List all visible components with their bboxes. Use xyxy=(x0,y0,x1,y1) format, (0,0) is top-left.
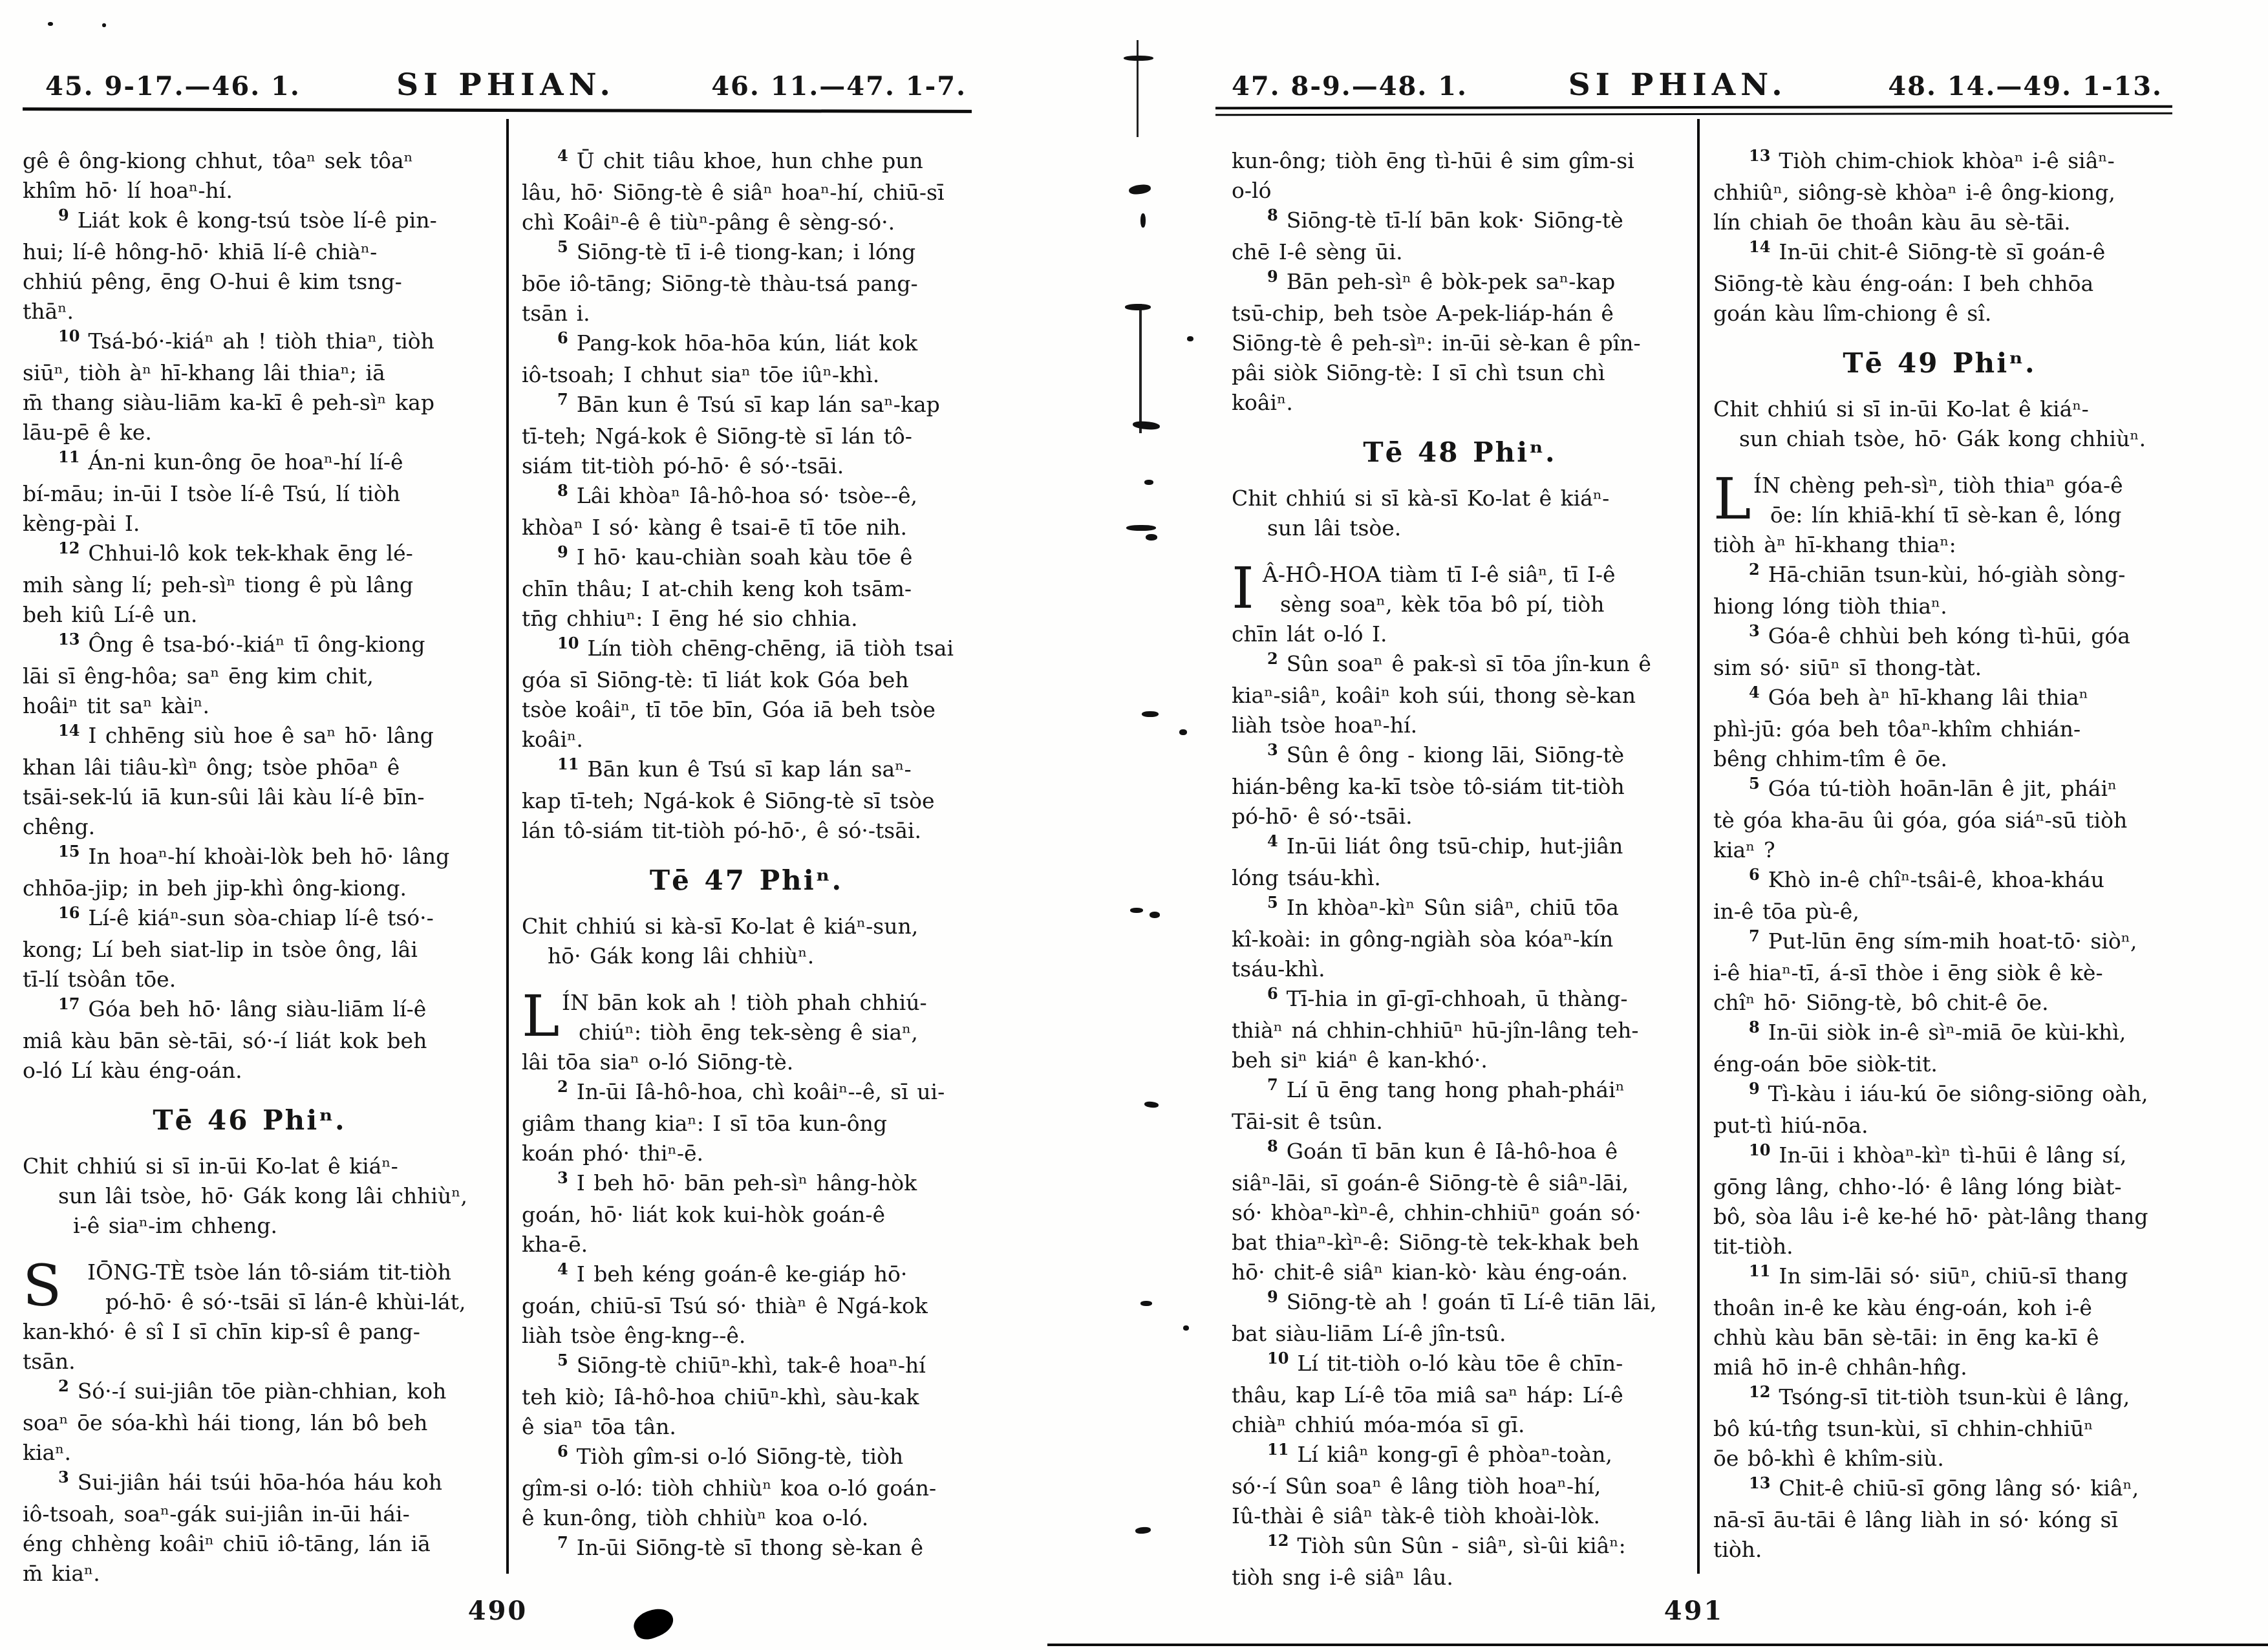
text-line: siūⁿ, tiòh àⁿ hī-khang lâi thiaⁿ; iā xyxy=(23,360,385,385)
text-line: thâu, kap Lí-ê tōa miâ saⁿ háp: Lí-ê xyxy=(1232,1382,1623,1408)
text-line: 13 Ông ê tsa-bó·-kiáⁿ tī ông-kiong xyxy=(23,630,476,661)
text-line: 9 I hō· kau-chiàn soah kàu tōe ê xyxy=(522,542,971,574)
margin-speck xyxy=(1183,1325,1189,1331)
binding-mark xyxy=(1133,420,1161,431)
verse-number: 6 xyxy=(1749,865,1760,884)
text-line: Iû-thài ê siâⁿ tàk-ê tiòh khoài-lòk. xyxy=(1232,1503,1600,1528)
text-line: khîm hō· lí hoaⁿ-hí. xyxy=(23,178,233,203)
verse-number: 10 xyxy=(58,327,80,345)
text-column-3 xyxy=(1232,146,1688,1592)
text-line: bô kú-tn̂g tsun-kùi, sī chhin-chhiūⁿ xyxy=(1713,1416,2093,1441)
drop-cap: I xyxy=(1232,555,1254,621)
page-number-right: 491 xyxy=(1664,1596,1724,1626)
text-line: bat siàu-liām Lí-ê jîn-tsû. xyxy=(1232,1321,1506,1346)
psalm-heading: Tē 48 Phiⁿ. xyxy=(1363,436,1557,468)
text-line: kiaⁿ. xyxy=(23,1440,71,1465)
text-line: tsān i. xyxy=(522,301,590,326)
text-line: kun-ông; tiòh ēng tì-hūi ê sim gîm-si xyxy=(1232,148,1634,173)
verse-number: 12 xyxy=(1749,1382,1771,1401)
binding-mark xyxy=(1128,184,1151,196)
header-verse-range-right: 48. 14.—49. 1-13. xyxy=(1888,71,2163,102)
drop-cap: L xyxy=(1713,466,1751,532)
verse-number: 9 xyxy=(1267,267,1278,286)
text-line: o-ló xyxy=(1232,178,1272,203)
text-line: tè góa kha-āu ûi góa, góa siáⁿ-sū tiòh xyxy=(1713,808,2128,833)
text-line: 10 Lí tit-tiòh o-ló kàu tōe ê chīn- xyxy=(1232,1349,1688,1380)
text-line: m̄ thang siàu-liām ka-kī ê peh-sìⁿ kap xyxy=(23,390,434,415)
text-line: Chit chhiú si sī kà-sī Ko-lat ê kiáⁿ- xyxy=(1232,486,1610,511)
text-line: kong; Lí beh siat-lip in tsòe ông, lâi xyxy=(23,937,418,962)
text-line: miâ kàu bān sè-tāi, só·-í liát kok beh xyxy=(23,1028,427,1053)
text-line: 15 In hoaⁿ-hí khoài-lòk beh hō· lâng xyxy=(23,842,476,873)
text-line: 11 Lí kiâⁿ kong-gī ê phòaⁿ-toàn, xyxy=(1232,1440,1688,1472)
text-line: koâiⁿ. xyxy=(522,727,583,752)
text-line: thoân in-ê ke kàu éng-oán, koh i-ê xyxy=(1713,1295,2092,1320)
text-line: 8 Siōng-tè tī-lí bān kok· Siōng-tè xyxy=(1232,206,1688,237)
text-line: lāu-pē ê ke. xyxy=(23,420,152,445)
text-line: pâi siòk Siōng-tè: I sī chì tsun chì xyxy=(1232,360,1605,385)
binding-mark xyxy=(1150,912,1160,918)
verse-number: 14 xyxy=(1749,237,1771,256)
text-line: liàh tsòe hoaⁿ-hí. xyxy=(1232,712,1418,738)
verse-number: 2 xyxy=(58,1377,69,1395)
text-line: khan lâi tiâu-kìⁿ ông; tsòe phōaⁿ ê xyxy=(23,755,400,780)
right-page xyxy=(1215,0,2172,1650)
text-line: 2 Hā-chiān tsun-kùi, hó-giàh sòng- xyxy=(1713,560,2166,592)
binding-mark xyxy=(1144,480,1153,485)
text-column-2 xyxy=(522,146,971,1565)
drop-cap: S xyxy=(23,1252,62,1319)
text-line: chīn thâu; I at-chih keng koh tsām- xyxy=(522,576,912,601)
verse-number: 4 xyxy=(1267,831,1278,850)
text-line: S IŌNG-TÈ tsòe lán tô-siám tit-tiòh xyxy=(23,1252,451,1319)
text-line: Chit chhiú si sī in-ūi Ko-lat ê kiáⁿ- xyxy=(23,1153,398,1179)
verse-number: 12 xyxy=(58,539,80,557)
binding-mark xyxy=(1140,1301,1152,1306)
text-column-1 xyxy=(23,146,476,1589)
text-line: 3 Góa-ê chhùi beh kóng tì-hūi, góa xyxy=(1713,621,2166,653)
text-line: tn̄g chhiuⁿ: I ēng hé sio chhia. xyxy=(522,606,858,631)
text-line: goán, chiū-sī Tsú só· thiàⁿ ê Ngá-kok xyxy=(522,1293,928,1318)
column-divider xyxy=(1697,119,1700,1574)
text-line: bōe iô-tāng; Siōng-tè thàu-tsá pang- xyxy=(522,271,918,296)
text-line: 11 In sim-lāi só· siūⁿ, chiū-sī thang xyxy=(1713,1261,2166,1293)
text-line: Siōng-tè kàu éng-oán: I beh chhōa xyxy=(1713,271,2094,296)
text-line: hui; lí-ê hông-hō· khiā lí-ê chiàⁿ- xyxy=(23,239,378,264)
text-line: chhiú pêng, ēng O-hui ê kim tsng- xyxy=(23,269,402,294)
verse-number: 8 xyxy=(557,481,568,500)
text-line: chhù kàu bān sè-tāi: in ēng ka-kī ê xyxy=(1713,1325,2099,1350)
verse-number: 7 xyxy=(1267,1075,1278,1094)
text-line: goán, hō· liát kok kui-hòk goán-ê xyxy=(522,1202,886,1227)
text-line: 3 Sûn ê ông - kiong lāi, Siōng-tè xyxy=(1232,740,1688,772)
text-line: L ÍN chèng peh-sìⁿ, tiòh thiaⁿ góa-ê xyxy=(1713,466,2123,532)
text-line: hiong lóng tiòh thiaⁿ. xyxy=(1713,594,1947,619)
text-line: beh kiû Lí-ê un. xyxy=(23,602,198,627)
verse-number: 2 xyxy=(1267,649,1278,668)
margin-speck xyxy=(1187,336,1193,341)
text-line: I Â-HÔ-HOA tiàm tī I-ê siâⁿ, tī I-ê xyxy=(1232,555,1616,621)
text-line: siám tit-tiòh pó-hō· ê só·-tsāi. xyxy=(522,453,844,478)
text-line: Chit chhiú si sī in-ūi Ko-lat ê kiáⁿ- xyxy=(1713,396,2089,422)
text-line: 4 Ū chit tiâu khoe, hun chhe pun xyxy=(522,146,971,178)
verse-number: 10 xyxy=(1749,1141,1771,1159)
verse-number: 4 xyxy=(557,146,568,165)
text-line: 7 Lí ū ēng tang hong phah-pháiⁿ xyxy=(1232,1075,1688,1107)
header-rule xyxy=(23,107,972,113)
text-line: tsòe koâiⁿ, tī tōe bīn, Góa iā beh tsòe xyxy=(522,697,936,722)
verse-number: 12 xyxy=(1267,1531,1289,1550)
text-line: ōe: lín khiā-khí tī sè-kan ê, lóng xyxy=(1770,502,2122,528)
text-column-4 xyxy=(1713,146,2166,1565)
header-verse-range-left: 47. 8-9.—48. 1. xyxy=(1232,71,1468,102)
text-line: tiòh. xyxy=(1713,1537,1762,1562)
text-line: phì-jū: góa beh tôaⁿ-khîm chhián- xyxy=(1713,716,2081,742)
text-line: 8 Goán tī bān kun ê Iâ-hô-hoa ê xyxy=(1232,1137,1688,1168)
text-line: éng-oán bōe siòk-tit. xyxy=(1713,1051,1938,1077)
verse-number: 5 xyxy=(557,1351,568,1369)
column-divider xyxy=(506,119,509,1574)
binding-mark xyxy=(1140,213,1146,228)
text-line: 8 Lâi khòaⁿ Iâ-hô-hoa só· tsòe--ê, xyxy=(522,481,971,513)
text-line: beh siⁿ kiáⁿ ê kan-khó·. xyxy=(1232,1047,1488,1073)
verse-number: 3 xyxy=(1267,740,1278,759)
text-line: lāi sī êng-hôa; saⁿ ēng kim chit, xyxy=(23,663,374,689)
text-line: 9 Tì-kàu i iáu-kú ōe siông-siōng oàh, xyxy=(1713,1079,2166,1111)
text-line: 12 Tiòh sûn Sûn - siâⁿ, sì-ûi kiâⁿ: xyxy=(1232,1531,1688,1563)
verse-number: 7 xyxy=(557,390,568,409)
header-book-title: SI PHIAN. xyxy=(1568,67,1788,103)
binding-mark xyxy=(1146,534,1157,541)
verse-number: 11 xyxy=(1749,1261,1771,1280)
verse-number: 2 xyxy=(557,1077,568,1096)
text-line: tī-lí tsòân tōe. xyxy=(23,967,177,992)
text-line: 13 Tiòh chim-chiok khòaⁿ i-ê siâⁿ- xyxy=(1713,146,2166,178)
text-line: kan-khó· ê sî I sī chīn kip-sî ê pang- xyxy=(23,1319,420,1344)
text-line: 6 Tī-hia in gī-gī-chhoah, ū thàng- xyxy=(1232,984,1688,1016)
header-book-title: SI PHIAN. xyxy=(396,67,615,103)
text-line: 10 In-ūi i khòaⁿ-kìⁿ tì-hūi ê lâng sí, xyxy=(1713,1141,2166,1172)
text-line: chîⁿ hō· Siōng-tè, bô chit-ê ōe. xyxy=(1713,990,2049,1015)
text-line: 6 Tiòh gîm-si o-ló Siōng-tè, tiòh xyxy=(522,1442,971,1473)
text-line: lán tô-siám tit-tiòh pó-hō·, ê só·-tsāi. xyxy=(522,818,921,843)
text-line: hián-bêng ka-kī tsòe tô-siám tit-tiòh xyxy=(1232,774,1625,799)
text-line: teh kiò; Iâ-hô-hoa chiūⁿ-khì, sàu-kak xyxy=(522,1384,919,1409)
text-line: tsáu-khì. xyxy=(1232,956,1325,981)
text-line: 17 Góa beh hō· lâng siàu-liām lí-ê xyxy=(23,994,476,1026)
verse-number: 9 xyxy=(1749,1079,1760,1098)
text-line: lâu, hō· Siōng-tè ê siâⁿ hoaⁿ-hí, chiū-sī xyxy=(522,180,945,205)
binding-mark xyxy=(1144,1101,1159,1108)
verse-number: 9 xyxy=(557,542,568,561)
psalm-heading: Tē 46 Phiⁿ. xyxy=(153,1104,347,1136)
text-line: kèng-pài I. xyxy=(23,511,140,536)
verse-number: 17 xyxy=(58,994,80,1013)
verse-number: 7 xyxy=(557,1533,568,1552)
text-line: só· khòaⁿ-kìⁿ-ê, chhin-chhiūⁿ goán só· xyxy=(1232,1200,1642,1225)
text-line: 11 Bān kun ê Tsú sī kap lán saⁿ- xyxy=(522,755,971,786)
binding-mark xyxy=(1126,525,1156,531)
text-line: 2 Sûn soaⁿ ê pak-sì sī tōa jîn-kun ê xyxy=(1232,649,1688,681)
text-line: 13 Chit-ê chiū-sī gōng lâng só· kiâⁿ, xyxy=(1713,1473,2166,1505)
verse-number: 3 xyxy=(58,1468,69,1486)
header-rule-bottom xyxy=(1215,112,2172,116)
text-line: miâ hō in-ê chhân-hn̂g. xyxy=(1713,1355,1967,1380)
text-line: Chit chhiú si kà-sī Ko-lat ê kiáⁿ-sun, xyxy=(522,914,919,939)
text-line: gê ê ông-kiong chhut, tôaⁿ sek tôaⁿ xyxy=(23,148,413,173)
text-line: siâⁿ-lāi, sī goán-ê Siōng-tè ê siâⁿ-lāi, xyxy=(1232,1170,1629,1195)
text-line: i-ê hiaⁿ-tī, á-sī thòe i ēng siòk ê kè- xyxy=(1713,960,2103,985)
text-line: kha-ē. xyxy=(522,1232,588,1257)
text-line: lóng tsáu-khì. xyxy=(1232,865,1381,890)
text-line: giâm thang kiaⁿ: I sī tōa kun-ông xyxy=(522,1111,887,1136)
binding-crease xyxy=(1139,304,1142,433)
text-line: 2 Só·-í sui-jiân tōe piàn-chhian, koh xyxy=(23,1377,476,1408)
text-line: gîm-si o-ló: tiòh chhiùⁿ koa o-ló goán- xyxy=(522,1475,937,1501)
text-line: 9 Bān peh-sìⁿ ê bòk-pek saⁿ-kap xyxy=(1232,267,1688,299)
text-line: chhiûⁿ, siông-sè khòaⁿ i-ê ông-kiong, xyxy=(1713,180,2115,205)
verse-number: 11 xyxy=(1267,1440,1289,1459)
verse-number: 9 xyxy=(58,206,69,224)
text-line: hō· chit-ê siâⁿ kian-kò· kàu éng-oán. xyxy=(1232,1259,1628,1285)
text-line: Tāi-sit ê tsûn. xyxy=(1232,1109,1383,1134)
text-line: ōe bô-khì ê khîm-siù. xyxy=(1713,1446,1944,1471)
text-line: put-tì hiú-nōa. xyxy=(1713,1113,1868,1138)
text-line: 7 Bān kun ê Tsú sī kap lán saⁿ-kap xyxy=(522,390,971,422)
text-line: koâiⁿ. xyxy=(1232,390,1293,415)
text-line: 6 Khò in-ê chîⁿ-tsâi-ê, khoa-kháu xyxy=(1713,865,2166,897)
binding-crease xyxy=(1137,40,1139,137)
edge-speck xyxy=(102,23,106,27)
text-line: hō· Gák kong lâi chhiùⁿ. xyxy=(548,943,815,969)
verse-number: 6 xyxy=(557,328,568,347)
text-line: 10 Tsá-bó·-kiáⁿ ah ! tiòh thiaⁿ, tiòh xyxy=(23,327,476,358)
header-rule-top xyxy=(1215,105,2172,110)
text-line: góa sī Siōng-tè: tī liát kok Góa beh xyxy=(522,667,909,692)
text-line: 3 Sui-jiân hái tsúi hōa-hóa háu koh xyxy=(23,1468,476,1499)
binding-mark xyxy=(1130,908,1143,913)
header-verse-range-left: 45. 9-17.—46. 1. xyxy=(45,71,301,102)
verse-number: 3 xyxy=(1749,621,1760,640)
text-line: sun lâi tsòe, hō· Gák kong lâi chhiùⁿ, xyxy=(58,1183,467,1208)
text-line: sim só· siūⁿ sī thong-tàt. xyxy=(1713,655,1982,680)
text-line: Siōng-tè ê peh-sìⁿ: in-ūi sè-kan ê pîn- xyxy=(1232,330,1641,356)
verse-number: 5 xyxy=(557,237,568,256)
text-line: koán phó· thiⁿ-ē. xyxy=(522,1141,704,1166)
text-line: 5 Góa tú-tiòh hoān-lān ê jit, pháiⁿ xyxy=(1713,774,2166,806)
text-line: iô-tsoah, soaⁿ-gák sui-jiân in-ūi hái- xyxy=(23,1501,410,1527)
text-line: liàh tsòe êng-kng--ê. xyxy=(522,1323,746,1348)
right-page-header xyxy=(1232,67,2163,103)
text-line: bí-māu; in-ūi I tsòe lí-ê Tsú, lí tiòh xyxy=(23,481,401,506)
verse-number: 3 xyxy=(557,1168,568,1187)
verse-number: 5 xyxy=(1749,774,1760,793)
text-line: 7 In-ūi Siōng-tè sī thong sè-kan ê xyxy=(522,1533,971,1565)
text-line: tī-teh; Ngá-kok ê Siōng-tè sī lán tô- xyxy=(522,423,912,449)
bottom-edge-line xyxy=(1047,1644,2268,1646)
text-line: ê siaⁿ tōa tân. xyxy=(522,1414,676,1439)
text-line: tsāi-sek-lú iā kun-sûi lâi kàu lí-ê bīn- xyxy=(23,784,425,809)
text-line: 5 Siōng-tè tī i-ê tiong-kan; i lóng xyxy=(522,237,971,269)
text-line: lâi tōa siaⁿ o-ló Siōng-tè. xyxy=(522,1049,794,1075)
text-line: pó-hō· ê só·-tsāi sī lán-ê khùi-lát, xyxy=(105,1289,466,1314)
header-verse-range-right: 46. 11.—47. 1-7. xyxy=(711,71,967,102)
text-line: goán kàu lîm-chiong ê sî. xyxy=(1713,301,1992,326)
left-page-header xyxy=(45,67,967,103)
verse-number: 11 xyxy=(58,447,80,466)
text-line: 5 Siōng-tè chiūⁿ-khì, tak-ê hoaⁿ-hí xyxy=(522,1351,971,1382)
text-line: 14 In-ūi chit-ê Siōng-tè sī goán-ê xyxy=(1713,237,2166,269)
text-line: kap tī-teh; Ngá-kok ê Siōng-tè sī tsòe xyxy=(522,788,935,813)
edge-speck xyxy=(48,22,53,26)
verse-number: 10 xyxy=(557,634,579,652)
text-line: i-ê siaⁿ-im chheng. xyxy=(73,1213,278,1238)
text-line: khòaⁿ I só· kàng ê tsai-ē tī tōe nih. xyxy=(522,515,908,540)
text-line: 12 Chhui-lô kok tek-khak ēng lé- xyxy=(23,539,476,570)
verse-number: 8 xyxy=(1267,206,1278,224)
text-line: o-ló Lí kàu éng-oán. xyxy=(23,1058,242,1083)
text-line: tsān. xyxy=(23,1349,76,1374)
text-line: 3 I beh hō· bān peh-sìⁿ hâng-hòk xyxy=(522,1168,971,1200)
text-line: bat thiaⁿ-kìⁿ-ê: Siōng-tè tek-khak beh xyxy=(1232,1230,1640,1255)
text-line: 14 I chhēng siù hoe ê saⁿ hō· lâng xyxy=(23,721,476,753)
verse-number: 8 xyxy=(1749,1018,1760,1036)
verse-number: 13 xyxy=(1749,146,1771,165)
text-line: 10 Lín tiòh chēng-chēng, iā tiòh tsai xyxy=(522,634,971,665)
binding-mark xyxy=(1124,56,1153,61)
left-page xyxy=(23,0,973,1650)
text-line: sun lâi tsòe. xyxy=(1267,515,1402,541)
text-line: 6 Pang-kok hōa-hōa kún, liát kok xyxy=(522,328,971,360)
text-line: tiòh sng i-ê siâⁿ lâu. xyxy=(1232,1565,1453,1590)
text-line: só·-í Sûn soaⁿ ê lâng tiòh hoaⁿ-hí, xyxy=(1232,1473,1601,1499)
text-line: 2 In-ūi Iâ-hô-hoa, chì koâiⁿ--ê, sī ui- xyxy=(522,1077,971,1109)
text-line: chì Koâiⁿ-ê ê tiùⁿ-pâng ê sèng-só·. xyxy=(522,209,895,235)
text-line: soaⁿ ōe sóa-khì hái tiong, lán bô beh xyxy=(23,1410,428,1435)
psalm-heading: Tē 49 Phiⁿ. xyxy=(1843,347,2037,379)
text-line: kî-koài: in gông-ngiàh sòa kóaⁿ-kín xyxy=(1232,927,1614,952)
text-line: sèng soaⁿ, kèk tōa bô pí, tiòh xyxy=(1280,592,1605,617)
text-line: gōng lâng, chho·-ló· ê lâng lóng biàt- xyxy=(1713,1174,2122,1199)
text-line: 4 In-ūi liát ông tsū-chip, hut-jiân xyxy=(1232,831,1688,863)
text-line: 4 I beh kéng goán-ê ke-giáp hō· xyxy=(522,1259,971,1291)
text-line: ê kun-ông, tiòh chhiùⁿ koa o-ló. xyxy=(522,1505,869,1530)
text-line: hoâiⁿ tit saⁿ kàiⁿ. xyxy=(23,693,210,718)
text-line: thiàⁿ ná chhin-chhiūⁿ hū-jîn-lâng teh- xyxy=(1232,1018,1639,1043)
text-line: nā-sī āu-tāi ê lâng liàh in só· kóng sī xyxy=(1713,1507,2119,1532)
verse-number: 8 xyxy=(1267,1137,1278,1155)
text-line: tit-tiòh. xyxy=(1713,1234,1793,1259)
text-line: 9 Liát kok ê kong-tsú tsòe lí-ê pin- xyxy=(23,206,476,237)
binding-mark xyxy=(1142,711,1159,717)
binding-mark xyxy=(1135,1527,1151,1534)
text-line: tiòh àⁿ hī-khang thiaⁿ: xyxy=(1713,532,1956,557)
binding-mark xyxy=(1125,304,1151,310)
verse-number: 2 xyxy=(1749,560,1760,579)
text-line: 16 Lí-ê kiáⁿ-sun sòa-chiap lí-ê tsó·- xyxy=(23,903,476,935)
text-line: chē I-ê sèng ūi. xyxy=(1232,239,1403,264)
text-line: iô-tsoah; I chhut siaⁿ tōe iûⁿ-khì. xyxy=(522,362,880,387)
verse-number: 6 xyxy=(1267,984,1278,1003)
text-line: chiúⁿ: tiòh ēng tek-sèng ê siaⁿ, xyxy=(579,1020,918,1045)
verse-number: 13 xyxy=(1749,1473,1771,1492)
margin-speck xyxy=(1179,729,1187,735)
verse-number: 11 xyxy=(557,755,579,773)
text-line: 8 In-ūi siòk in-ê sìⁿ-miā ōe kùi-khì, xyxy=(1713,1018,2166,1049)
verse-number: 9 xyxy=(1267,1287,1278,1306)
text-line: bêng chhim-tîm ê ōe. xyxy=(1713,746,1948,771)
text-line: pó-hō· ê só·-tsāi. xyxy=(1232,804,1413,829)
text-line: in-ê tōa pù-ê, xyxy=(1713,899,1859,924)
text-line: 7 Put-lūn ēng sím-mih hoat-tō· siòⁿ, xyxy=(1713,927,2166,958)
text-line: 11 Án-ni kun-ông ōe hoaⁿ-hí lí-ê xyxy=(23,447,476,479)
text-line: chhōa-jip; in beh jip-khì ông-kiong. xyxy=(23,875,407,901)
text-line: sun chiah tsòe, hō· Gák kong chhiùⁿ. xyxy=(1739,426,2146,451)
drop-cap: L xyxy=(522,983,560,1049)
verse-number: 15 xyxy=(58,842,80,861)
text-line: mih sàng lí; peh-sìⁿ tiong ê pù lâng xyxy=(23,572,414,597)
verse-number: 6 xyxy=(557,1442,568,1461)
text-line: lín chiah ōe thoân kàu āu sè-tāi. xyxy=(1713,209,2071,235)
verse-number: 5 xyxy=(1267,893,1278,912)
text-line: m̄ kiaⁿ. xyxy=(23,1561,100,1586)
verse-number: 13 xyxy=(58,630,80,648)
verse-number: 14 xyxy=(58,721,80,740)
text-line: 12 Tsóng-sī tit-tiòh tsun-kùi ê lâng, xyxy=(1713,1382,2166,1414)
page-number-left: 490 xyxy=(467,1596,528,1626)
verse-number: 16 xyxy=(58,903,80,922)
text-line: 4 Góa beh àⁿ hī-khang lâi thiaⁿ xyxy=(1713,683,2166,714)
verse-number: 4 xyxy=(1749,683,1760,702)
text-line: chêng. xyxy=(23,814,96,839)
psalm-heading: Tē 47 Phiⁿ. xyxy=(649,864,844,896)
verse-number: 7 xyxy=(1749,927,1760,945)
text-line: tsū-chip, beh tsòe A-pek-liáp-hán ê xyxy=(1232,301,1614,326)
text-line: chīn lát o-ló I. xyxy=(1232,621,1387,647)
text-line: kiaⁿ ? xyxy=(1713,837,1775,862)
text-line: thāⁿ. xyxy=(23,299,74,324)
text-line: L ÍN bān kok ah ! tiòh phah chhiú- xyxy=(522,983,927,1049)
text-line: kiaⁿ-siâⁿ, koâiⁿ koh súi, thong sè-kan xyxy=(1232,683,1636,708)
verse-number: 10 xyxy=(1267,1349,1289,1367)
verse-number: 4 xyxy=(557,1259,568,1278)
text-line: chiàⁿ chhiú móa-móa sī gī. xyxy=(1232,1412,1525,1437)
text-line: 5 In khòaⁿ-kìⁿ Sûn siâⁿ, chiū tōa xyxy=(1232,893,1688,925)
text-line: éng chhèng koâiⁿ chiū iô-tāng, lán iā xyxy=(23,1531,431,1556)
text-line: 9 Siōng-tè ah ! goán tī Lí-ê tiān lāi, xyxy=(1232,1287,1688,1319)
text-line: bô, sòa lâu i-ê ke-hé hō· pàt-lâng thang xyxy=(1713,1204,2148,1229)
